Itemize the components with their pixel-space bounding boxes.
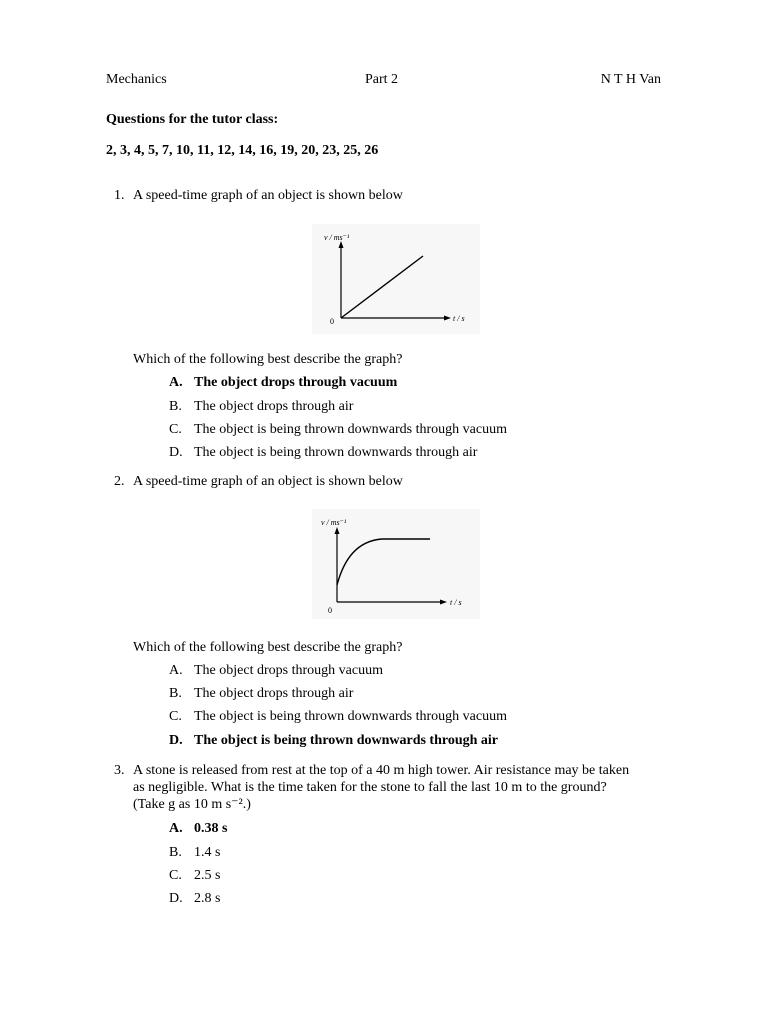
graph-1-y-label: v / ms⁻¹ [324, 233, 350, 242]
question-3-number: 3. [114, 763, 125, 778]
question-1-option-a-text: The object drops through vacuum [194, 375, 398, 390]
question-1-option-b-letter: B. [169, 399, 182, 414]
question-2-option-b-letter: B. [169, 686, 182, 701]
question-1-prompt: Which of the following best describe the graph? [133, 352, 403, 367]
question-2-number: 2. [114, 474, 125, 489]
question-2-option-c-letter: C. [169, 709, 182, 724]
question-3-option-a-letter: A. [169, 821, 183, 836]
question-3-text-line-2: as negligible. What is the time taken for the stone to fall the last 10 m to the ground? [133, 780, 607, 795]
question-3-option-d-letter: D. [169, 891, 183, 906]
question-3-option-b-text: 1.4 s [194, 845, 221, 860]
question-1-option-d-text: The object is being thrown downwards through air [194, 445, 478, 460]
graph-2-y-label: v / ms⁻¹ [321, 518, 347, 527]
graph-1-x-label: t / s [453, 314, 465, 323]
header-subject: Mechanics [106, 72, 167, 87]
question-2-option-b-text: The object drops through air [194, 686, 354, 701]
question-3-option-a-text: 0.38 s [194, 821, 228, 836]
question-3-text-line-3: (Take g as 10 m s⁻².) [133, 797, 251, 812]
question-3-option-d-text: 2.8 s [194, 891, 221, 906]
question-1-text: A speed-time graph of an object is shown below [133, 188, 403, 203]
page-header [106, 72, 661, 90]
question-3-option-b-letter: B. [169, 845, 182, 860]
tutor-title: Questions for the tutor class: [106, 112, 279, 127]
question-1-number: 1. [114, 188, 125, 203]
header-part: Part 2 [365, 72, 399, 87]
question-1-option-a-letter: A. [169, 375, 183, 390]
question-3-option-c-text: 2.5 s [194, 868, 221, 883]
question-2-option-d-text: The object is being thrown downwards through air [194, 733, 499, 748]
graph-2-x-label: t / s [450, 598, 462, 607]
question-2-option-a-text: The object drops through vacuum [194, 663, 383, 678]
header-author: N T H Van [600, 72, 661, 87]
question-3-text-line-1: A stone is released from rest at the top of a 40 m high tower. Air resistance may be taken [133, 763, 630, 778]
graph-2-origin-label: 0 [328, 606, 332, 615]
question-1-speed-time-graph [312, 224, 480, 334]
question-1-option-b-text: The object drops through air [194, 399, 354, 414]
question-2-text: A speed-time graph of an object is shown below [133, 474, 403, 489]
question-2-option-a-letter: A. [169, 663, 183, 678]
tutor-question-list: 2, 3, 4, 5, 7, 10, 11, 12, 14, 16, 19, 20, 23, 25, 26 [106, 143, 379, 158]
question-1-option-c-text: The object is being thrown downwards through vacuum [194, 422, 507, 437]
question-2-option-d-letter: D. [169, 733, 183, 748]
graph-1-origin-label: 0 [330, 317, 334, 326]
question-2-speed-time-graph [312, 509, 480, 619]
question-1-option-d-letter: D. [169, 445, 183, 460]
question-1-option-c-letter: C. [169, 422, 182, 437]
question-3-option-c-letter: C. [169, 868, 182, 883]
question-2-prompt: Which of the following best describe the graph? [133, 640, 403, 655]
question-2-option-c-text: The object is being thrown downwards through vacuum [194, 709, 507, 724]
